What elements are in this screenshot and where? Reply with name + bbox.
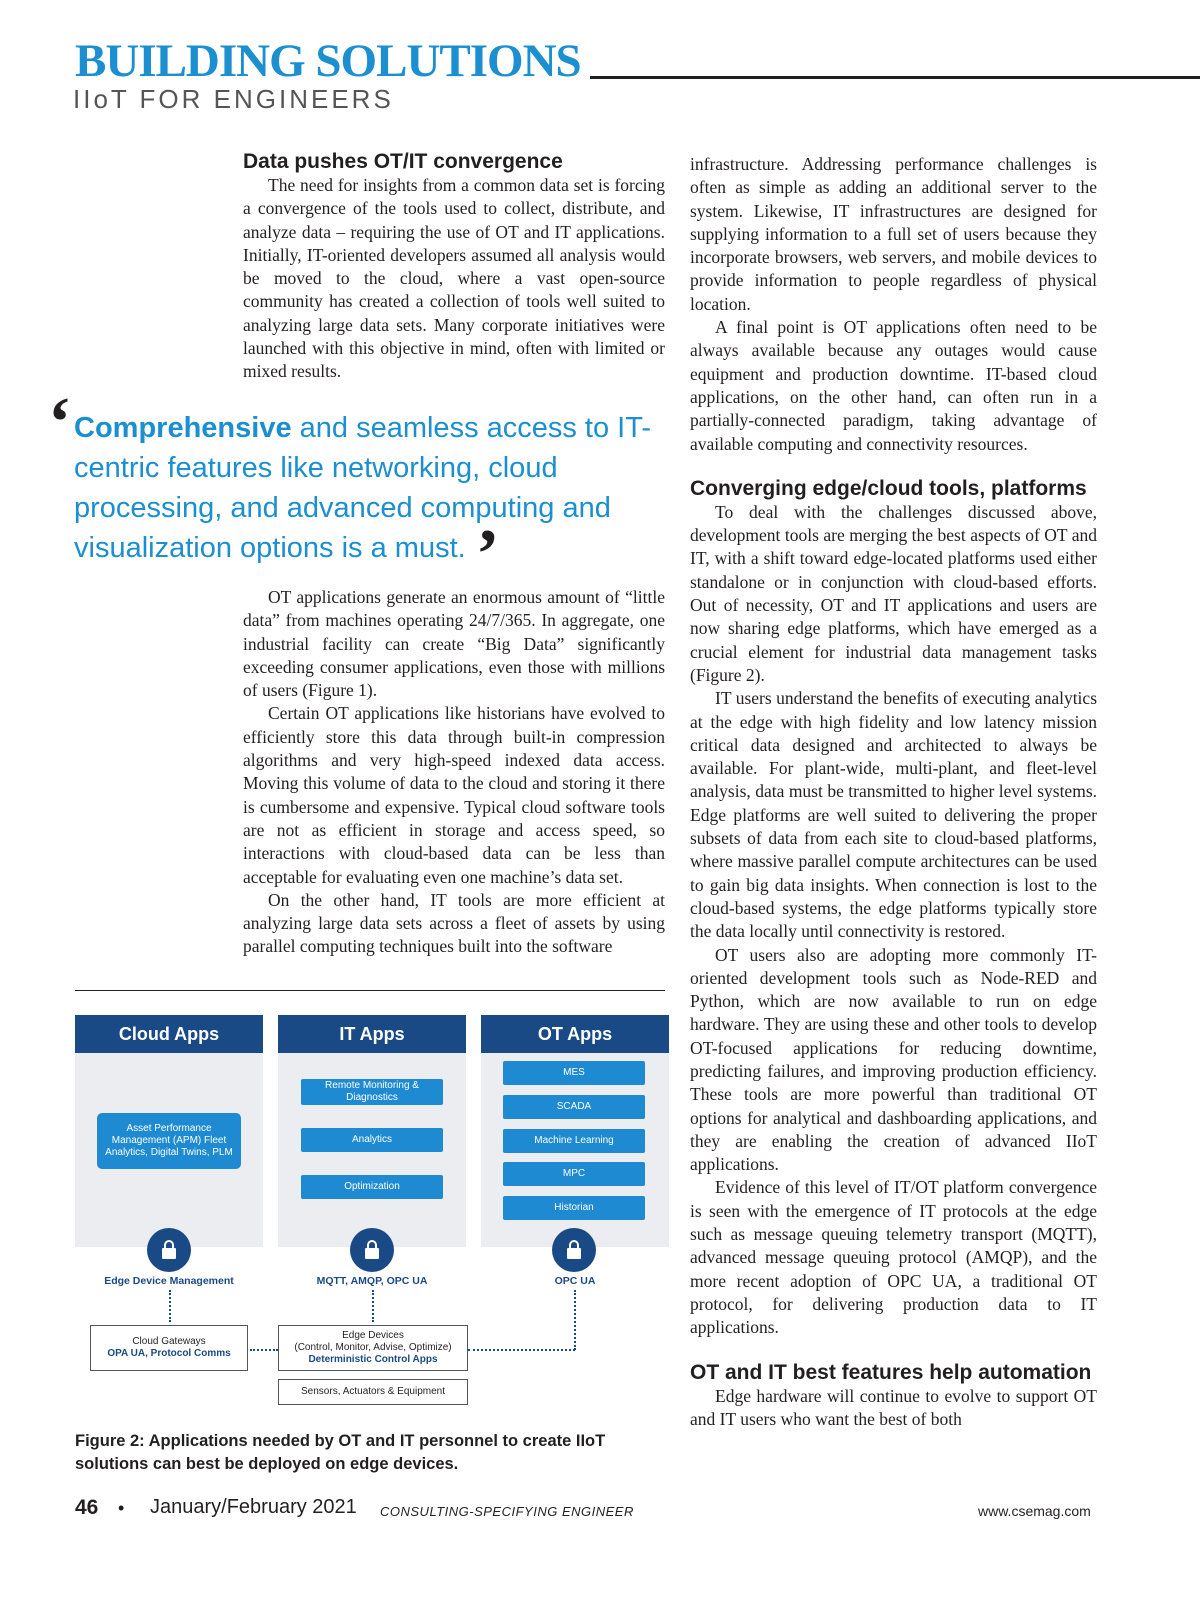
connector-line [372,1290,374,1322]
cloud-gateways-label: Cloud Gateways [132,1336,206,1347]
lock-icon [552,1228,596,1272]
section-heading: Data pushes OT/IT convergence [243,150,563,173]
paragraph: OT applications generate an enormous amount of “little data” from machines operating 24/7/365. In aggregate, one industrial facility can create “Big Data” significantly exceeding consumer applications, even those with millions of users (Figure 1). [243,587,665,701]
paragraph: A final point is OT applications often need to be always available because any outages would cause equipment and production downtime. IT-based cloud applications, on the other hand, can often run in a partially-connected paradigm, taking advantage of available computing and connectivity resources. [690,317,1097,454]
ot-apps-panel [481,1015,669,1247]
paragraph: OT users also are adopting more commonly IT-oriented development tools such as Node-RED and Python, which are now available to run on edge hardware. They are using these and other tools to develop OT-focused applications for reducing downtime, predicting failures, and improving production efficiency. These tools are more powerful than traditional OT options for analytical and dashboarding applications, and they are enabling the creation of advanced IIoT applications. [690,944,1097,1175]
edge-devices-box [278,1325,468,1371]
paragraph: Certain OT applications like historians have evolved to efficiently store this data through built-in compression algorithms and very high-speed indexed data access. Moving this volume of data to the cloud and storing it there is cumbersome and expensive. Typical cloud software tools are not as efficient in storage and access speed, so interactions with cloud-based data can be less than acceptable for evaluating even one machine’s data set. [243,703,665,887]
lock-icon [147,1228,191,1272]
it-apps-panel [278,1015,466,1247]
paragraph: infrastructure. Addressing performance challenges is often as simple as adding an additional server to the system. Likewise, IT infrastructures are designed for supplying information to a full set of users because they incorporate browsers, web servers, and mobile devices to provide information to people regardless of physical location. [690,154,1097,314]
ot-apps-item: Historian [503,1196,645,1220]
lock-icon [350,1228,394,1272]
section-heading: Converging edge/cloud tools, platforms [690,476,1087,500]
header-rule [590,76,1200,79]
paragraph: On the other hand, IT tools are more efficient at analyzing large data sets across a fleet of assets by using parallel computing techniques built into the software [243,889,665,957]
paragraph: Edge hardware will continue to evolve to support OT and IT users who want the best of both [690,1385,1097,1429]
pull-quote-bold: Comprehensive [74,412,292,444]
it-protocol-label: MQTT, AMQP, OPC UA [316,1275,428,1287]
open-quote-mark: ‘ [48,384,72,461]
edge-devices-functions: (Control, Monitor, Advise, Optimize) [294,1342,452,1353]
cloud-gateways-protocols: OPA UA, Protocol Comms [107,1348,231,1359]
connector-line [169,1290,171,1322]
edge-devices-apps: Deterministic Control Apps [308,1354,438,1365]
figure-caption: Figure 2: Applications needed by OT and IT personnel to create IIoT solutions can best be deployed on edge devices. [75,1432,606,1473]
paragraph: IT users understand the benefits of executing analytics at the edge with high fidelity and low latency mission critical data designed and architected to always be available. For plant-wide, multi-plant, and fleet-level analysis, data must be transmitted to higher level systems. Edge platforms are well suited to delivering the proper subsets of data from each site to cloud-based platforms, where massive parallel compute architectures can be used to gain big data insights. When connection is lost to the cloud-based systems, the edge platforms typically store the data locally until connectivity is restored. [690,688,1097,942]
cloud-apps-panel [75,1015,263,1247]
paragraph: Evidence of this level of IT/OT platform convergence is seen with the emergence of IT protocols at the edge such as message queuing telemetry transport (MQTT), advanced message queuing protocol (AMQP), and the more recent adoption of OPC UA, a traditional OT protocol, for delivering production data to IT applications. [690,1177,1097,1338]
header-subtitle: IIoT FOR ENGINEERS [73,84,394,114]
it-apps-item: Analytics [301,1128,443,1152]
pull-quote-text: and seamless access to IT-centric features like networking, cloud processing, and advanced computing and visualization options is a must. [74,412,652,564]
sensors-box: Sensors, Actuators & Equipment [278,1379,468,1405]
cloud-gateways-box [90,1325,248,1371]
it-apps-item: Remote Monitoring & Diagnostics [301,1079,443,1105]
issue-date: January/February 2021 [150,1496,357,1518]
close-quote-mark: ’ [476,516,500,593]
cloud-apps-title: Cloud Apps [75,1015,263,1053]
header-title: BUILDING SOLUTIONS [75,35,581,87]
ot-apps-title: OT Apps [481,1015,669,1053]
ot-apps-item: MES [503,1061,645,1085]
paragraph: The need for insights from a common data set is forcing a convergence of the tools used to collect, distribute, and analyze data – requiring the use of OT and IT applications. Initially, IT-oriented developers assumed all analysis would be moved to the cloud, where a vast open-source community has created a collection of tools well suited to analyzing large data sets. Many corporate initiatives were launched with this objective in mind, often with limited or mixed results. [243,175,665,382]
ot-apps-item: MPC [503,1162,645,1186]
it-apps-item: Optimization [301,1175,443,1199]
pull-quote [50,408,660,568]
edge-devices-label: Edge Devices [342,1330,404,1341]
left-column-upper [243,150,665,384]
connector-line [574,1290,576,1350]
it-apps-title: IT Apps [278,1015,466,1053]
connector-line [468,1349,575,1351]
cloud-apps-item: Asset Performance Management (APM) Fleet Analytics, Digital Twins, PLM [97,1113,241,1169]
cloud-protocol-label: Edge Device Management [104,1275,234,1287]
footer-bullet: • [118,1498,125,1518]
figure-2-diagram [75,1015,670,1415]
website-url: www.csemag.com [978,1503,1091,1519]
ot-protocol-label: OPC UA [554,1275,596,1287]
ot-apps-item: Machine Learning [503,1129,645,1153]
connector-line [250,1349,278,1351]
magazine-name: CONSULTING-SPECIFYING ENGINEER [380,1504,634,1519]
paragraph: To deal with the challenges discussed above, development tools are merging the best aspects of OT and IT, with a shift toward edge-located platforms used either standalone or in conjunction with cloud-based efforts. Out of necessity, OT and IT applications and users are now sharing edge platforms, which have emerged as a crucial element for industrial data management tasks (Figure 2). [690,501,1097,685]
figure-rule [75,990,665,991]
right-column [690,153,1097,1431]
left-column-lower [243,586,665,959]
page-number: 46 [75,1496,99,1519]
ot-apps-item: SCADA [503,1095,645,1119]
section-heading: OT and IT best features help automation [690,1360,1092,1384]
